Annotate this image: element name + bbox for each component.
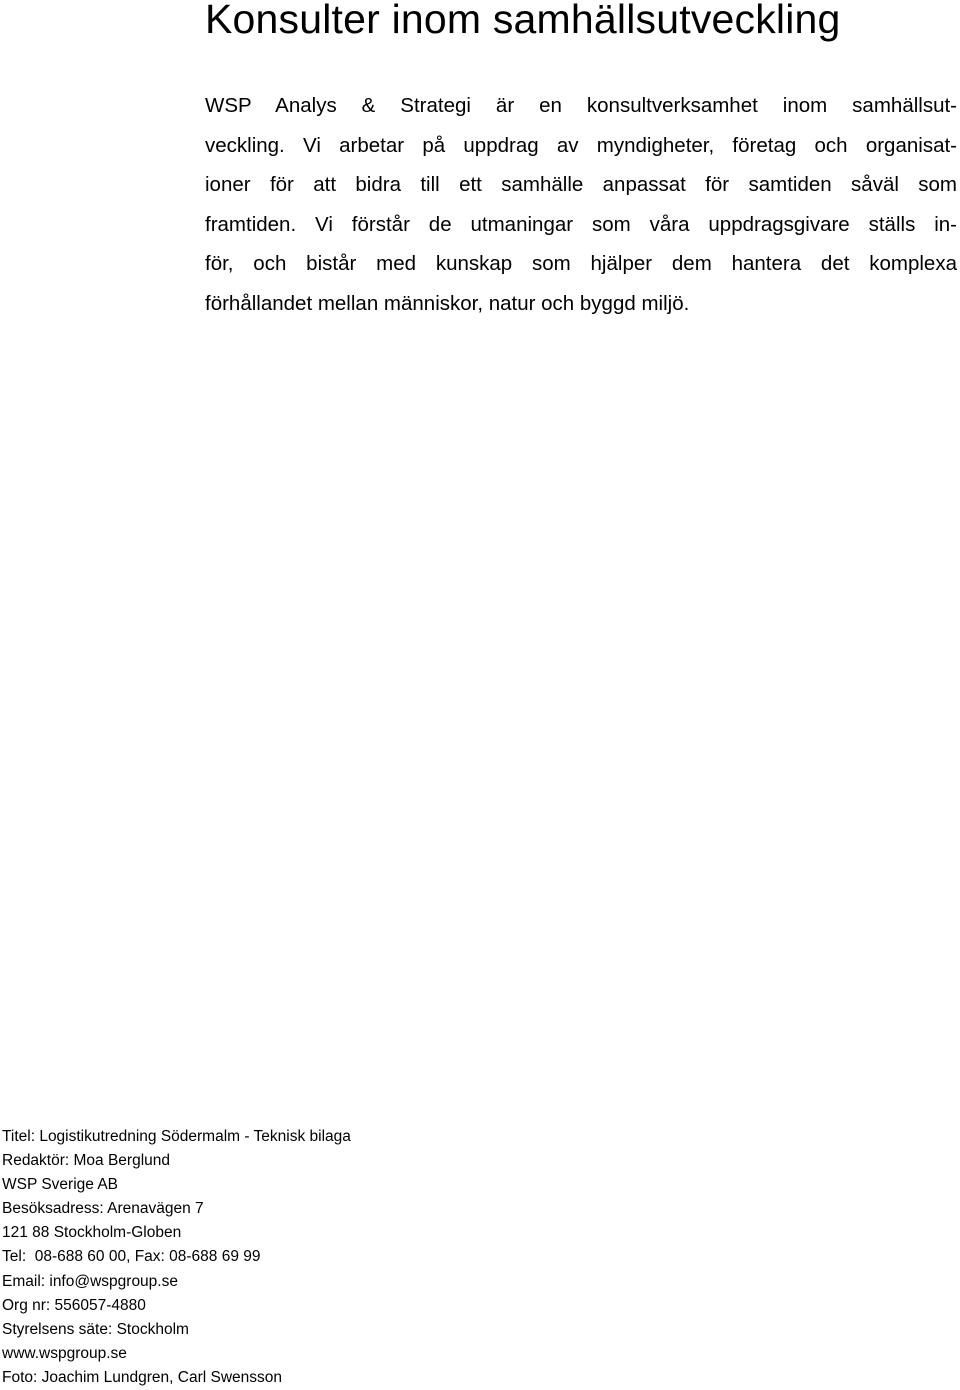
intro-line: förhållandet mellan människor, natur och byggd miljö.	[205, 291, 690, 315]
intro-line: framtiden. Vi förstår de utmaningar som våra uppdragsgivare ställs in-	[205, 212, 957, 236]
colophon-photo-credit: Foto: Joachim Lundgren, Carl Swensson	[2, 1368, 283, 1386]
intro-line: för, och bistår med kunskap som hjälper dem hantera det komplexa	[205, 252, 957, 275]
intro-line: ioner för att bidra till ett samhälle anpassat för samtiden såväl som	[205, 173, 957, 196]
colophon-visiting-address: Besöksadress: Arenavägen 7	[2, 1200, 204, 1218]
colophon	[2, 1125, 351, 1390]
colophon-org-number: Org nr: 556057-4880	[2, 1296, 146, 1314]
colophon-postal-address: 121 88 Stockholm-Globen	[2, 1224, 182, 1242]
colophon-phone-fax: Tel: 08-688 60 00, Fax: 08-688 69 99	[2, 1248, 261, 1266]
colophon-website: www.wspgroup.se	[2, 1344, 127, 1362]
intro-line: WSP Analys & Strategi är en konsultverksamhet inom samhällsut-	[205, 94, 957, 117]
colophon-board-seat: Styrelsens säte: Stockholm	[2, 1320, 189, 1338]
colophon-title: Titel: Logistikutredning Södermalm - Teknisk bilaga	[2, 1128, 351, 1145]
colophon-email: Email: info@wspgroup.se	[2, 1272, 178, 1290]
intro-line: veckling. Vi arbetar på uppdrag av myndigheter, företag och organisat-	[205, 133, 957, 157]
colophon-company: WSP Sverige AB	[2, 1176, 119, 1194]
intro-paragraph	[205, 86, 957, 323]
page-title: Konsulter inom samhällsutveckling	[205, 0, 841, 42]
colophon-editor: Redaktör: Moa Berglund	[2, 1152, 171, 1170]
